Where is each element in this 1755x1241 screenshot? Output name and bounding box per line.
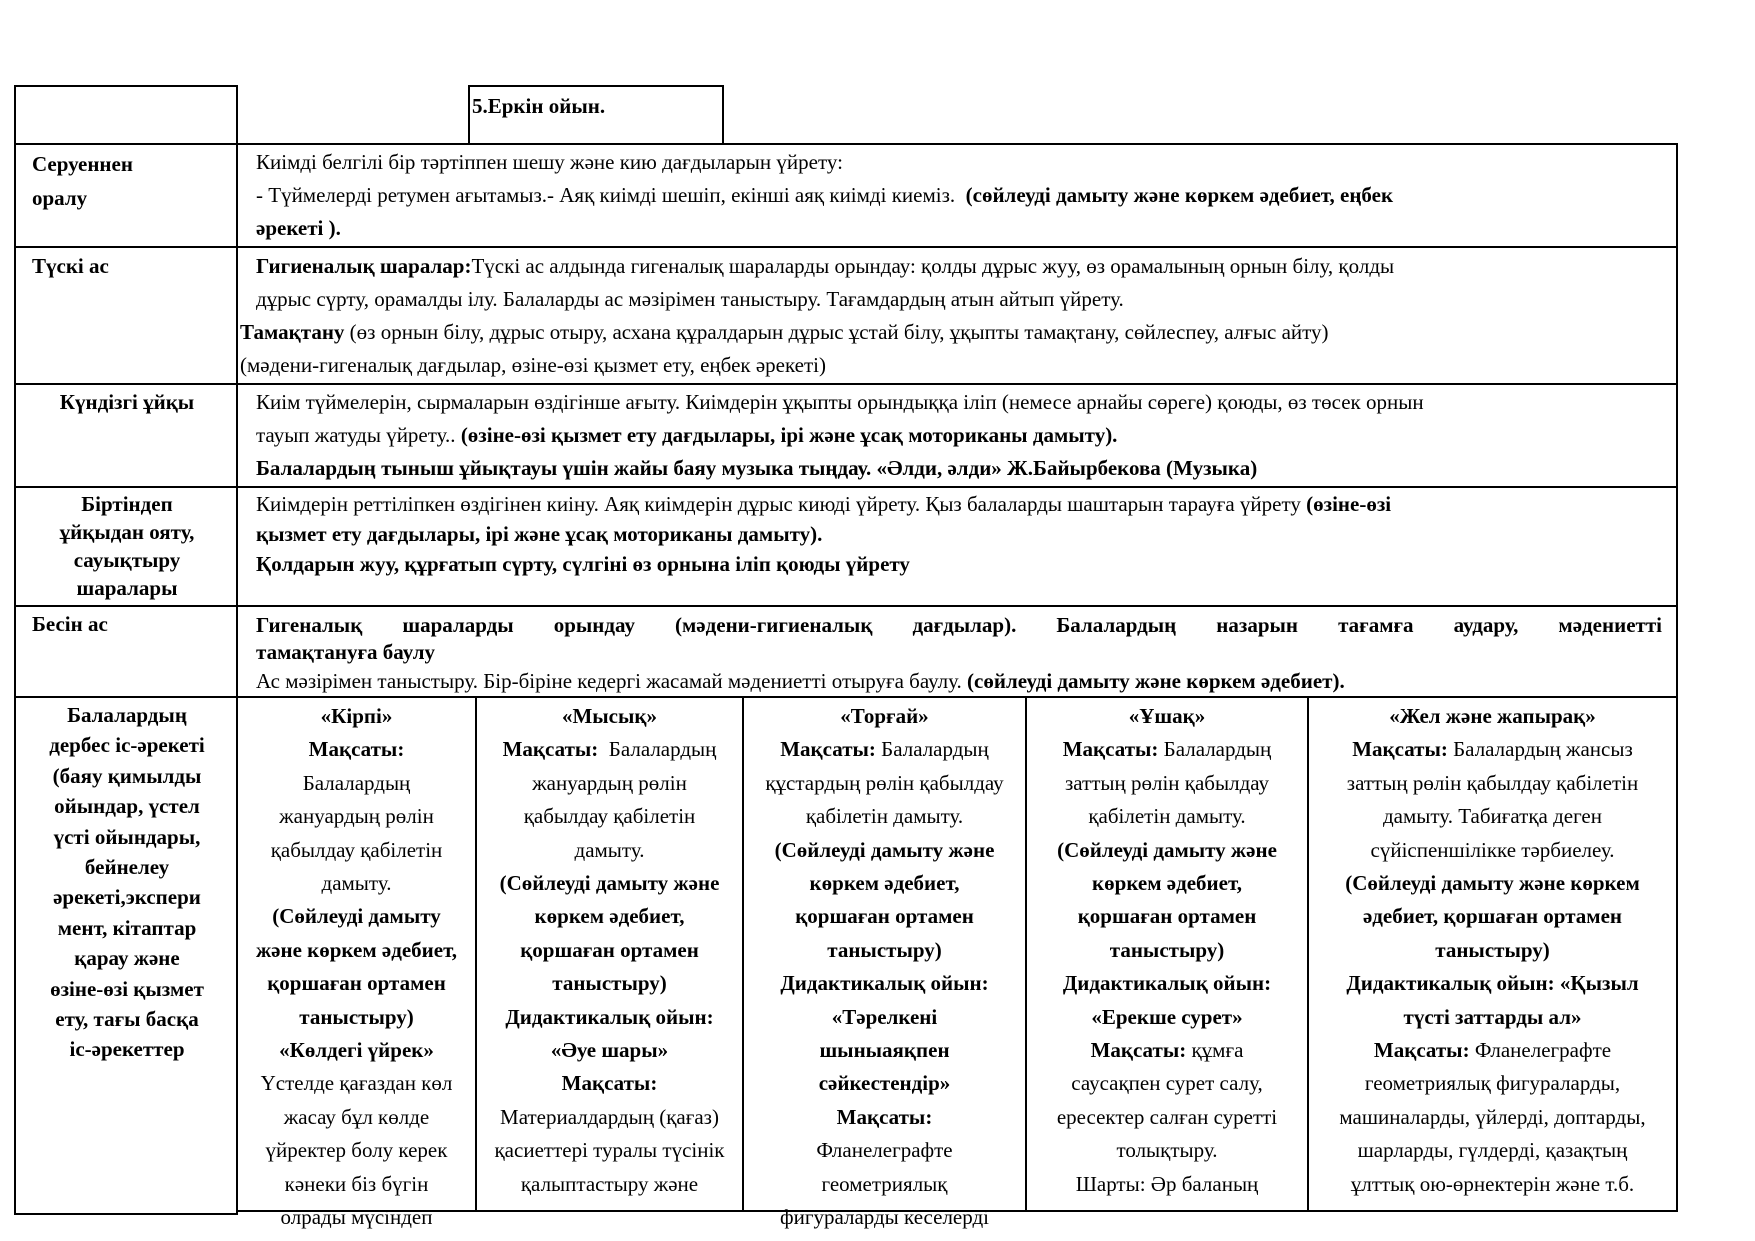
activity-line [238,867,475,900]
label-line: өзіне-өзі қызмет [50,976,204,1001]
wakeup-line-3: Қолдарын жуу, құрғатып сүрту, сүлгіні өз орнына іліп қоюды үйрету [256,552,910,576]
text-run-bold: Мақсаты: [561,1071,658,1096]
lunch-line-4: (мәдени-гигеналық дағдылар, өзіне-өзі қызмет ету, еңбек әрекеті) [240,353,827,377]
activity-line [477,1168,742,1201]
text-run: жануардың рөлін [279,804,434,829]
activity-column-airplane [1027,700,1307,1201]
text-run: жануардың рөлін [532,770,687,795]
text-run-bold: шыныаяқпен [819,1038,950,1063]
lunch-line-1 [256,249,1394,283]
text-run-bold: түсті заттарды ал» [1403,1004,1582,1029]
text-run: шарларды, гүлдерді, қазақтың [1357,1138,1628,1163]
activity-line [1309,967,1676,1000]
text-run-bold: Дидактикалық ойын: [505,1004,714,1029]
text-run: олрады мүсіндеп [280,1205,433,1230]
text-run-bold: қоршаған ортамен [795,904,974,929]
label-line: қарау және [74,946,180,971]
label-line: оралу [32,186,88,210]
text-run: Фланелеграфте [1469,1038,1612,1063]
text-run-bold: «Кірпі» [320,704,393,728]
text-run-bold: көркем әдебиет, [809,871,960,896]
text-run-bold: Тамақтану [240,320,345,344]
activity-line [1027,767,1307,800]
return-walk-line-3: әрекеті ). [256,216,341,240]
text-run-bold: Дидактикалық ойын: «Қызыл [1346,971,1639,996]
text-run: Балалардың [598,737,717,762]
text-run: заттың рөлін қабылдау қабілетін [1346,770,1639,795]
activity-line [1309,767,1676,800]
activity-line [1027,1067,1307,1100]
activity-line [1027,1101,1307,1134]
activity-line [238,1134,475,1167]
activity-line [238,700,475,733]
row-label-lunch: Түскі ас [32,254,109,278]
snack-line-2: тамақтануға баулу [256,640,435,664]
text-run-bold: (сөйлеуді дамыту және көркем әдебиет, еңбек [965,183,1394,207]
lunch-line-3 [240,315,1329,349]
activity-line [238,1067,475,1100]
text-run: Фланелеграфте [816,1138,953,1163]
activity-line [1027,834,1307,867]
text-run: қабілетін дамыту. [1088,804,1246,829]
activity-line [1027,1134,1307,1167]
text-run-bold: (Сөйлеуді дамыту және [774,837,995,862]
text-run-bold: таныстыру) [299,1004,414,1029]
activity-line [744,934,1025,967]
label-line: ойындар, үстел [54,794,200,819]
text-run: Балалардың жансыз [1447,737,1633,762]
text-run: құстардың рөлін қабылдау [765,770,1004,795]
free-play-title: 5.Еркін ойын. [472,94,606,118]
text-run: дамыту. [574,837,645,862]
text-run-bold: қоршаған ортамен [267,971,446,996]
activity-line [238,1034,475,1067]
activity-line [744,1201,1025,1234]
activity-line [238,1201,475,1234]
activity-line [1027,1034,1307,1067]
row-label-return-walk [32,147,254,215]
text-run-bold: «Мысық» [561,704,658,728]
text-run-bold: Гигиеналық шаралар: [256,254,472,278]
activity-line [1027,867,1307,900]
wakeup-line-2: қызмет ету дағдылары, ірі және ұсақ моториканы дамыту). [256,522,823,546]
text-run-bold: Мақсаты: [780,737,876,762]
text-run-bold: қоршаған ортамен [1077,904,1257,929]
activity-line [1027,934,1307,967]
text-run: Балалардың [875,737,989,762]
text-run-bold: көркем әдебиет, [534,904,685,929]
activity-line [1309,1067,1676,1100]
activity-line [744,700,1025,733]
text-run-bold: Мақсаты: [308,737,405,762]
activity-column-sparrow [744,700,1025,1235]
label-line: ету, тағы басқа [55,1007,199,1032]
activity-line [477,967,742,1000]
label-line: сауықтыру [73,548,181,572]
text-run-bold: көркем әдебиет, [1092,871,1242,896]
activity-line [477,900,742,933]
text-run-bold: «Жел және жапырақ» [1389,704,1596,728]
activity-line [1309,800,1676,833]
text-run-bold: Мақсаты: [836,1104,933,1129]
text-run: геометриялық [821,1171,948,1196]
activity-line [1309,1168,1676,1201]
text-run-bold: (өзіне-өзі [1306,492,1392,516]
activity-line [238,767,475,800]
activity-line [744,733,1025,766]
activity-line [744,1034,1025,1067]
activity-line [477,1067,742,1100]
text-run: (өз орнын білу, дұрыс отыру, асхана құралдарын дұрыс ұстай білу, ұқыпты тамақтану, сөйлеспеу, алғыс айту) [344,320,1329,344]
text-run: ұлттық ою-өрнектерін және т.б. [1350,1171,1635,1196]
text-run: Киімдерін реттіліпкен өздігінен киіну. Аяқ киімдерін дұрыс киюді үйрету. Қыз балаларды шаштарын тарауға үйрету [256,492,1307,516]
activity-line [744,800,1025,833]
text-run: сүйіспеншілікке тәрбиелеу. [1370,837,1615,862]
activity-line [238,800,475,833]
text-run: құмға [1186,1038,1244,1063]
text-run-bold: таныстыру) [1435,937,1550,962]
text-run: Шарты: Әр баланың [1075,1171,1259,1196]
text-run-bold: (Сөйлеуді дамыту және [1057,837,1277,862]
snack-line-3 [256,666,1345,696]
activity-line [1309,1134,1676,1167]
text-run-bold: (сөйлеуді дамыту және көркем әдебиет). [967,669,1345,693]
activity-line [477,800,742,833]
text-run: қабілетін дамыту. [805,804,964,829]
text-run-bold: Мақсаты: [502,737,599,762]
text-run-bold: (Сөйлеуді дамыту және көркем [1345,871,1640,896]
text-run: заттың рөлін қабылдау [1064,770,1270,795]
label-line: Серуеннен [32,152,133,176]
text-run: үйректер болу керек [265,1138,448,1163]
activity-line [238,834,475,867]
activity-line [744,834,1025,867]
label-line: іс-әрекеттер [69,1037,185,1062]
text-run-bold: «Ерекше сурет» [1091,1004,1243,1029]
activity-line [238,1101,475,1134]
return-walk-line-2 [256,178,1393,212]
row-label-activity [16,700,238,1065]
activity-column-hedgehog [238,700,475,1235]
text-run: дамыту. [321,871,392,896]
activity-line [477,1134,742,1167]
activity-line [1309,834,1676,867]
row-label-snack: Бесін ас [32,612,108,636]
label-line: бейнелеу [84,855,170,880]
activity-line [1309,867,1676,900]
wakeup-line-1 [256,489,1391,519]
activity-line [1309,934,1676,967]
activity-line [477,867,742,900]
activity-line [1027,1001,1307,1034]
activity-line [744,1134,1025,1167]
text-run: саусақпен сурет салу, [1071,1071,1263,1096]
label-line: (баяу қимылды [52,763,202,788]
row-label-wakeup [16,490,238,602]
snack-line-1: Гигеналық шараларды орындау (мәдени-гигиеналық дағдылар). Балалардың назарын тағамға аудару, мәдениетті [256,613,1662,637]
activity-line [238,1001,475,1034]
activity-line [744,1168,1025,1201]
text-run-bold: «Ұшақ» [1128,704,1206,728]
text-run-bold: «Торғай» [840,704,929,728]
label-line: әрекеті,экспери [53,885,201,910]
activity-line [477,934,742,967]
activity-line [477,834,742,867]
text-run-bold: (Сөйлеуді дамыту және [499,871,720,896]
activity-line [238,1168,475,1201]
activity-line [744,1101,1025,1134]
activity-line [238,967,475,1000]
text-run: кәнеки біз бүгін [284,1171,429,1196]
activity-column-wind-leaf [1309,700,1676,1201]
label-line: дербес іс-әрекеті [49,733,205,758]
activity-line [477,1101,742,1134]
text-run-bold: таныстыру) [1109,937,1225,962]
text-run: Балалардың [302,770,411,795]
label-line: үсті ойындары, [53,824,201,849]
text-run: тауып жатуды үйрету.. [256,423,461,447]
text-run-bold: (өзіне-өзі қызмет ету дағдылары, ірі және ұсақ моториканы дамыту). [460,423,1118,447]
text-run: Материалдардың (қағаз) [500,1104,719,1129]
text-run-bold: Дидактикалық ойын: [1062,971,1272,996]
label-line: мент, кітаптар [57,915,197,940]
activity-line [1309,900,1676,933]
text-run-bold: (Сөйлеуді дамыту [272,904,441,929]
activity-line [477,700,742,733]
text-run: Үстелде қағаздан көл [260,1071,453,1096]
text-run-bold: «Тәрелкені [831,1004,938,1029]
lunch-line-2: дұрыс сүрту, орамалды ілу. Балаларды ас мәзірімен таныстыру. Тағамдардың атын айтып үйрету. [256,287,1124,311]
text-run: толықтыру. [1116,1138,1218,1163]
activity-line [1027,800,1307,833]
text-run: жасау бұл көлде [283,1104,430,1129]
text-run: машиналарды, үйлерді, доптарды, [1339,1104,1646,1129]
activity-line [744,1067,1025,1100]
activity-line [1027,700,1307,733]
nap-line-1: Киім түймелерін, сырмаларын өздігінше ағыту. Киімдерін ұқыпты орындыққа іліп (немесе арнайы сөреге) қоюды, өз төсек орнын [256,390,1424,414]
activity-line [1027,900,1307,933]
return-walk-line-1: Киімді белгілі бір тәртіппен шешу және кию дағдыларын үйрету: [256,150,843,174]
text-run: қалыптастыру және [520,1171,699,1196]
text-run: Балалардың [1158,737,1272,762]
activity-line [744,900,1025,933]
activity-line [744,967,1025,1000]
activity-line [744,867,1025,900]
activity-line [1309,1034,1676,1067]
text-run-bold: таныстыру) [827,937,942,962]
label-line: ұйқыдан ояту, [59,520,195,544]
text-run-bold: сәйкестендір» [818,1071,951,1096]
activity-line [238,733,475,766]
label-line: шаралары [76,576,178,600]
nap-line-2 [256,418,1117,452]
text-run: геометриялық фигураларды, [1364,1071,1621,1096]
activity-line [1309,1101,1676,1134]
nap-line-3: Балалардың тыныш ұйықтауы үшін жайы баяу музыка тыңдау. «Әлди, әлди» Ж.Байырбекова (Музыка) [256,456,1258,480]
text-run: Түскі ас алдында гигеналық шараларды орындау: қолды дұрыс жуу, өз орамалының орнын білу, қолды [471,254,1395,278]
activity-line [238,934,475,967]
activity-line [477,1001,742,1034]
label-line: Балалардың [67,703,187,727]
text-run-bold: таныстыру) [552,971,667,996]
activity-line [1027,967,1307,1000]
activity-line [744,1001,1025,1034]
text-run-bold: қоршаған ортамен [520,937,699,962]
activity-line [477,767,742,800]
activity-line [744,767,1025,800]
activity-line [1027,1168,1307,1201]
text-run: қасиеттері туралы түсінік [494,1138,725,1163]
text-run: Ас мәзірімен таныстыру. Бір-біріне кедергі жасамай мәдениетті отыруға баулу. [256,669,968,693]
activity-line [1309,700,1676,733]
activity-line [1309,1001,1676,1034]
text-run-bold: «Әуе шары» [550,1038,669,1063]
activity-line [1027,733,1307,766]
text-run-bold: Дидактикалық ойын: [780,971,989,996]
activity-line [477,1034,742,1067]
text-run-bold: Мақсаты: [1062,737,1159,762]
text-run: қабылдау қабілетін [523,804,696,829]
text-run: - Түймелерді ретумен ағытамыз.- Аяқ киімді шешіп, екінші аяқ киімді киеміз. [256,183,956,207]
text-run-bold: Мақсаты: [1090,1038,1187,1063]
text-run-bold: әдебиет, қоршаған ортамен [1362,904,1622,929]
text-run: ересектер салған суретті [1056,1104,1278,1129]
text-run: дамыту. Табиғатқа деген [1383,804,1602,829]
label-line: Біртіндеп [81,492,173,516]
text-run-bold: Мақсаты: [1352,737,1448,762]
activity-line [477,733,742,766]
activity-line [1309,733,1676,766]
row-label-nap: Күндізгі ұйқы [59,390,195,414]
activity-line [238,900,475,933]
text-run-bold: Мақсаты: [1373,1038,1470,1063]
activity-column-cat [477,700,742,1201]
text-run-bold: және көркем әдебиет, [255,937,458,962]
text-run: қабылдау қабілетін [270,837,443,862]
text-run-bold: «Көлдегі үйрек» [279,1038,434,1063]
text-run: фигураларды кеселерді [780,1205,989,1230]
